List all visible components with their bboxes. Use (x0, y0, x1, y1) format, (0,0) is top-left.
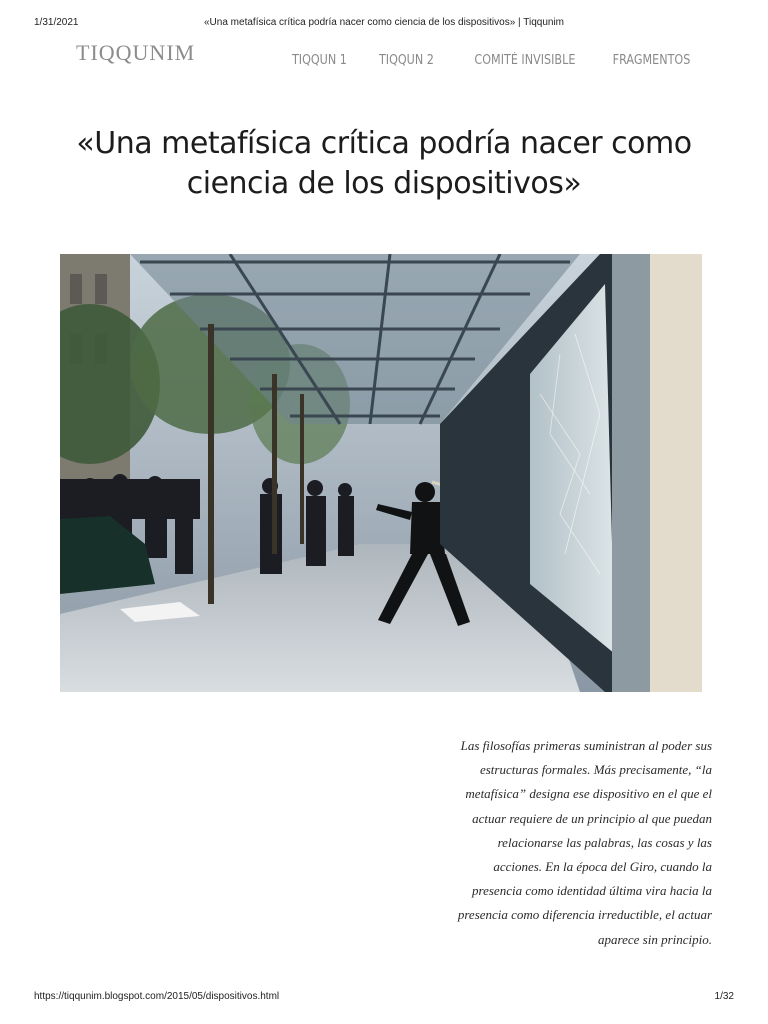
main-nav (283, 53, 691, 68)
print-url: https://tiqqunim.blogspot.com/2015/05/dispositivos.html (34, 991, 280, 1002)
hero-image (60, 254, 702, 692)
print-date: 1/31/2021 (34, 17, 79, 28)
print-page-number: 1/32 (714, 991, 734, 1002)
print-page-title: «Una metafísica crítica podría nacer como ciencia de los dispositivos» | Tiqqunim (204, 17, 564, 28)
nav-item-comite-invisible[interactable]: COMITÉ INVISIBLE (474, 53, 576, 68)
nav-item-fragmentos[interactable]: FRAGMENTOS (612, 53, 690, 68)
nav-item-tiqqun-2[interactable]: TIQQUN 2 (379, 53, 435, 68)
post-excerpt: Las filosofías primeras suministran al poder sus estructuras formales. Más precisamente, “la metafísica” designa ese dispositivo en el que el actuar requiere de un principio al que puedan relacionarse las palabras, las cosas y las acciones. En la época del Giro, cuando la presencia como identidad última vira hacia la presencia como diferencia irreductible, el actuar aparece sin principio. (457, 738, 712, 947)
site-logo[interactable]: TIQQUNIM (76, 40, 196, 65)
print-footer (0, 991, 768, 1005)
nav-item-tiqqun-1[interactable]: TIQQUN 1 (291, 53, 347, 68)
print-header (0, 17, 768, 31)
post-title: «Una metafísica crítica podría nacer como ciencia de los dispositivos» (76, 126, 692, 201)
hero-photo-illustration (60, 254, 702, 692)
